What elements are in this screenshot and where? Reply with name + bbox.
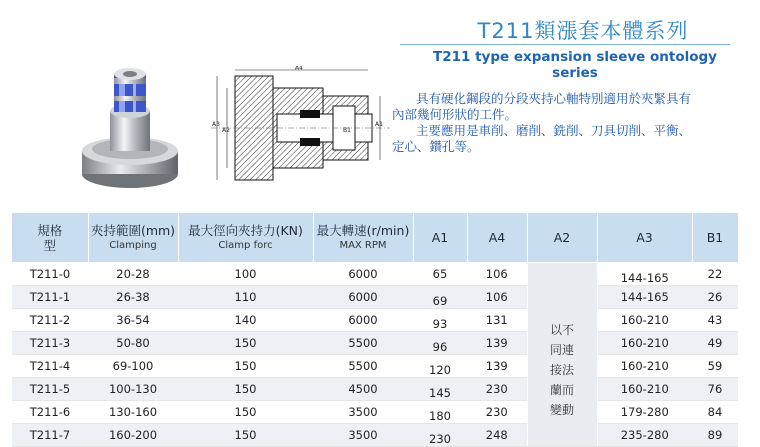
header-model-line1: 規格 <box>37 222 63 238</box>
header-clamp-range-en: Clamping <box>109 239 157 251</box>
cell-range: 130-160 <box>88 401 178 424</box>
cell-a4: 131 <box>467 309 527 332</box>
a2-note-line: 以不 <box>549 322 574 337</box>
cell-range: 26-38 <box>88 286 178 309</box>
cell-range: 36-54 <box>88 309 178 332</box>
header-a2: A2 <box>527 213 597 263</box>
cell-a1: 180 <box>413 401 467 424</box>
cell-b1: 59 <box>692 355 738 378</box>
cell-a2-note <box>527 263 597 447</box>
drawing-label-a2: A2 <box>222 127 230 134</box>
cell-a4: 139 <box>467 355 527 378</box>
title-divider <box>400 44 730 45</box>
table-row <box>12 424 738 447</box>
cell-range: 50-80 <box>88 332 178 355</box>
cell-rpm: 5500 <box>313 355 413 378</box>
description-line-3: 主要應用是車削、磨削、銑削、刀具切削、平衡、 <box>416 123 692 138</box>
cell-force: 150 <box>178 424 313 447</box>
table-header-row <box>12 213 738 263</box>
header-clamp-range <box>88 213 178 263</box>
cell-a3: 160-210 <box>597 355 692 378</box>
table-row <box>12 286 738 309</box>
a2-note-line: 接法 <box>549 362 574 377</box>
cell-model: T211-2 <box>12 309 88 332</box>
header-clamp-range-cn: 夾持範圍(mm) <box>90 222 176 238</box>
header-model-line2: 型 <box>43 237 56 253</box>
cell-force: 150 <box>178 401 313 424</box>
cell-a4: 230 <box>467 401 527 424</box>
drawing-label-b1: B1 <box>343 127 351 134</box>
cell-rpm: 5500 <box>313 332 413 355</box>
cell-a1: 230 <box>413 424 467 447</box>
cell-model: T211-1 <box>12 286 88 309</box>
description-line-1: 具有硬化鋼段的分段夾持心軸特別適用於夾緊具有 <box>416 91 692 106</box>
header-a1: A1 <box>413 213 467 263</box>
cell-a4: 106 <box>467 286 527 309</box>
header-b1: B1 <box>692 213 738 263</box>
cross-section-drawing <box>205 66 395 190</box>
cell-force: 110 <box>178 286 313 309</box>
header-speed-en: MAX RPM <box>339 239 387 251</box>
cell-model: T211-5 <box>12 378 88 401</box>
drawing-label-a3: A3 <box>212 121 220 128</box>
cell-a4: 106 <box>467 263 527 286</box>
page-title: T211類漲套本體系列 <box>477 19 689 43</box>
cell-b1: 49 <box>692 332 738 355</box>
cell-b1: 26 <box>692 286 738 309</box>
cell-rpm: 6000 <box>313 309 413 332</box>
a2-note-line: 同連 <box>549 342 574 357</box>
cell-b1: 22 <box>692 263 738 286</box>
table-row <box>12 309 738 332</box>
cell-model: T211-3 <box>12 332 88 355</box>
cell-force: 140 <box>178 309 313 332</box>
cell-a3: 160-210 <box>597 378 692 401</box>
cell-a1: 145 <box>413 378 467 401</box>
drawing-label-a4: A4 <box>295 66 303 72</box>
header-clamp-force <box>178 213 313 263</box>
header-speed-cn: 最大轉速(r/min) <box>316 222 410 238</box>
cell-a3: 160-210 <box>597 332 692 355</box>
cell-force: 150 <box>178 378 313 401</box>
cell-a3: 144-165 <box>597 286 692 309</box>
cell-model: T211-4 <box>12 355 88 378</box>
header-a4: A4 <box>467 213 527 263</box>
table-row <box>12 401 738 424</box>
cell-range: 69-100 <box>88 355 178 378</box>
cell-rpm: 6000 <box>313 286 413 309</box>
cell-b1: 89 <box>692 424 738 447</box>
cell-model: T211-0 <box>12 263 88 286</box>
cell-a1: 65 <box>413 263 467 286</box>
cell-range: 100-130 <box>88 378 178 401</box>
cell-force: 150 <box>178 332 313 355</box>
spec-table <box>12 213 739 447</box>
product-description <box>392 91 752 155</box>
cell-rpm: 6000 <box>313 263 413 286</box>
header-clamp-force-en: Clamp forc <box>218 239 273 251</box>
cell-a4: 248 <box>467 424 527 447</box>
cell-a4: 230 <box>467 378 527 401</box>
product-photo <box>70 56 200 192</box>
cell-a3: 179-280 <box>597 401 692 424</box>
table-row <box>12 332 738 355</box>
table-row <box>12 378 738 401</box>
a2-note-line: 變動 <box>549 402 574 417</box>
cell-b1: 84 <box>692 401 738 424</box>
table-row <box>12 355 738 378</box>
cell-a4: 139 <box>467 332 527 355</box>
cell-rpm: 4500 <box>313 378 413 401</box>
cell-rpm: 3500 <box>313 401 413 424</box>
cell-b1: 76 <box>692 378 738 401</box>
cell-rpm: 3500 <box>313 424 413 447</box>
cell-force: 100 <box>178 263 313 286</box>
cell-a1: 69 <box>413 286 467 309</box>
header-model <box>12 213 88 263</box>
description-line-4: 定心、鑽孔等。 <box>392 139 480 154</box>
drawing-label-a1: A1 <box>375 121 383 128</box>
cell-a3: 235-280 <box>597 424 692 447</box>
description-line-2: 內部幾何形狀的工件。 <box>392 107 518 122</box>
cell-range: 20-28 <box>88 263 178 286</box>
cell-a1: 93 <box>413 309 467 332</box>
header-a3: A3 <box>597 213 692 263</box>
cell-a3: 160-210 <box>597 309 692 332</box>
cell-a3: 144-165 <box>597 263 692 286</box>
cell-range: 160-200 <box>88 424 178 447</box>
cell-b1: 43 <box>692 309 738 332</box>
page-subtitle: T211 type expansion sleeve ontology series <box>433 49 717 81</box>
header-speed <box>313 213 413 263</box>
table-row <box>12 263 738 286</box>
a2-note-line: 蘭而 <box>549 382 574 397</box>
header-clamp-force-cn: 最大徑向夾持力(KN) <box>188 222 303 238</box>
cell-force: 150 <box>178 355 313 378</box>
cell-a1: 96 <box>413 332 467 355</box>
cell-model: T211-6 <box>12 401 88 424</box>
cell-a1: 120 <box>413 355 467 378</box>
cell-model: T211-7 <box>12 424 88 447</box>
